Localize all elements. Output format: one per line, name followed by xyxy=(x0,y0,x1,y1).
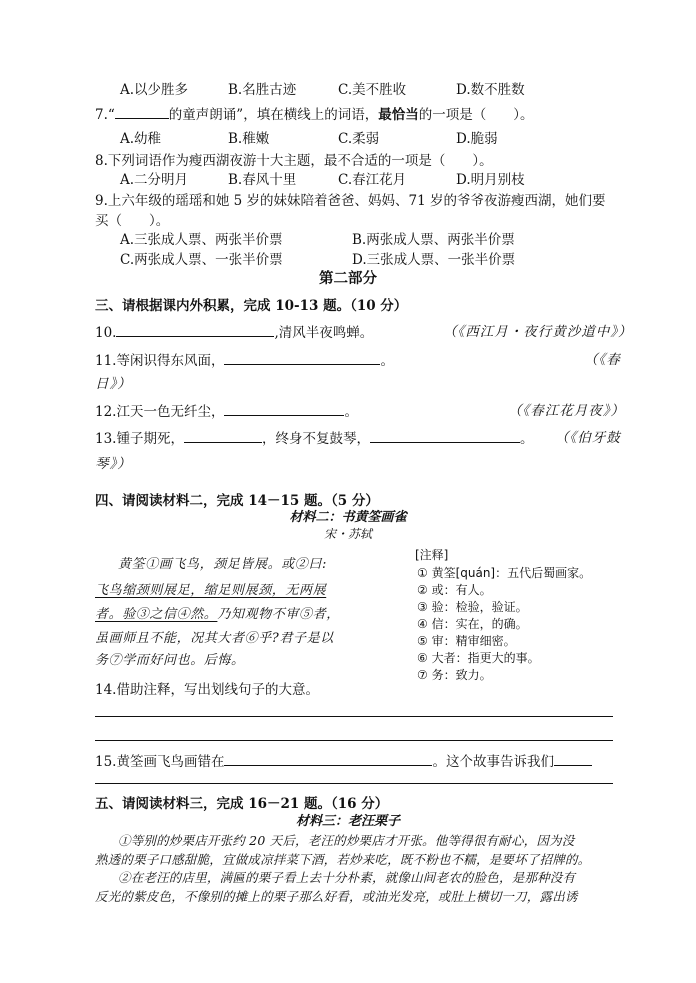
q12-blank[interactable] xyxy=(224,401,344,416)
q7-emphasis: 最恰当 xyxy=(378,107,419,123)
q15-answer-line[interactable] xyxy=(95,783,613,784)
q13-end: 。 xyxy=(519,431,534,447)
q7-suffix: 的一项是（ ）。 xyxy=(418,107,534,123)
q11-source-b: 日》） xyxy=(95,376,132,392)
section-5-heading: 五、请阅读材料三，完成 16－21 题。（16 分） xyxy=(95,796,389,812)
q11-source-a: （《春 xyxy=(584,352,621,368)
q14-answer-line-2[interactable] xyxy=(95,740,613,741)
q12-source: （《春江花月夜》） xyxy=(508,403,625,419)
note-5: ⑤ 审：精审细密。 xyxy=(417,634,516,648)
q12-number: 12. xyxy=(95,404,117,420)
paragraph-line-3: ②在老汪的店里，满匾的栗子看上去十分朴素，就像山间老农的脸色，是那种没有 xyxy=(118,870,576,885)
q7-option-b: B.稚嫩 xyxy=(228,131,270,147)
q15-text-1: 15.黄筌画飞鸟画错在 xyxy=(95,754,225,770)
paragraph-line-2: 熟透的栗子口感甜脆，宜做成凉拌菜下酒，若炒来吃，既不粉也不糯，是要坏了招牌的。 xyxy=(95,852,591,867)
q9-option-b: B.两张成人票、两张半价票 xyxy=(352,232,515,248)
q13-source-a: （《伯牙鼓 xyxy=(555,430,621,446)
question-9-line-1: 9.上六年级的瑶瑶和她 5 岁的妹妹陪着爸爸、妈妈、71 岁的爷爷夜游瘦西湖，她们要 xyxy=(95,193,606,209)
q7-option-d: D.脆弱 xyxy=(456,131,498,147)
q11-blank[interactable] xyxy=(224,350,380,365)
q7-prefix: 7.“ xyxy=(95,107,115,123)
q12-end: 。 xyxy=(344,404,358,420)
q6-option-a: A.以少胜多 xyxy=(120,82,189,98)
question-8: 8.下列词语作为瘦西湖夜游十大主题，最不合适的一项是（ ）。 xyxy=(95,153,493,169)
q6-option-b: B.名胜古迹 xyxy=(228,82,297,98)
question-12 xyxy=(95,401,358,422)
q15-blank-2[interactable] xyxy=(554,751,592,766)
question-14: 14.借助注释，写出划线句子的大意。 xyxy=(95,682,319,698)
note-2: ② 或：有人。 xyxy=(417,583,492,597)
note-6: ⑥ 大者：指更大的事。 xyxy=(417,651,540,665)
note-3: ③ 验：检验，验证。 xyxy=(417,600,528,614)
classical-line-1: 黄筌①画飞鸟，颈足皆展。或②曰: xyxy=(118,557,327,572)
q10-source: （《西江月・夜行黄沙道中》） xyxy=(443,324,633,340)
q15-blank-1[interactable] xyxy=(224,751,432,766)
q8-option-d: D.明月别枝 xyxy=(456,172,525,188)
notes-header: [注释] xyxy=(415,548,449,562)
note-1: ① 黄筌[quán]：五代后蜀画家。 xyxy=(417,566,592,580)
q7-option-c: C.柔弱 xyxy=(338,131,380,147)
q7-text: 的童声朗诵”，填在横线上的词语， xyxy=(168,107,379,123)
q9-option-a: A.三张成人票、两张半价票 xyxy=(120,232,283,248)
q13-text-2: ，终身不复鼓琴， xyxy=(261,431,370,447)
q10-blank[interactable] xyxy=(116,322,274,337)
underlined-sentence-1: 飞鸟缩颈则展足，缩足则展颈，无两展 xyxy=(95,583,327,598)
paragraph-line-4: 反光的紫皮色，不像别的摊上的栗子那么好看，或油光发亮，或肚上横切一刀，露出诱 xyxy=(95,889,578,904)
q13-number: 13. xyxy=(95,431,117,447)
q6-option-d: D.数不胜数 xyxy=(456,82,525,98)
q8-option-b: B.春风十里 xyxy=(228,172,297,188)
classical-line-2 xyxy=(95,581,326,601)
question-15 xyxy=(95,751,592,772)
question-7 xyxy=(95,104,533,125)
paragraph-line-1: ①等别的炒栗店开张约 20 天后，老汪的炒栗店才开张。他等得很有耐心，因为没 xyxy=(118,833,575,848)
underlined-sentence-2: 者。验③之信④然。 xyxy=(95,607,218,622)
q7-blank xyxy=(115,104,169,119)
q11-number: 11. xyxy=(95,353,117,369)
question-11 xyxy=(95,350,394,371)
q7-option-a: A.幼稚 xyxy=(120,131,162,147)
part-2-title: 第二部分 xyxy=(319,270,377,287)
classical-line-3 xyxy=(95,605,340,625)
q13-blank-2[interactable] xyxy=(370,428,520,443)
q13-text-1: 锺子期死， xyxy=(116,431,184,447)
section-3-heading: 三、请根据课内外积累，完成 10-13 题。（10 分） xyxy=(95,298,408,314)
q9-option-d: D.三张成人票、一张半价票 xyxy=(352,252,516,268)
q13-source-b: 琴》） xyxy=(95,456,132,472)
q14-answer-line-1[interactable] xyxy=(95,716,613,717)
q15-text-2: 。这个故事告诉我们 xyxy=(432,754,554,770)
classical-line-5: 务⑦学而好问也。后悔。 xyxy=(95,653,245,668)
material-2-author: 宋・苏轼 xyxy=(323,527,372,541)
section-4-heading: 四、请阅读材料二，完成 14－15 题。（5 分） xyxy=(95,493,379,509)
classical-line-4: 虽画师且不能，况其大者⑥乎?君子是以 xyxy=(95,631,334,646)
note-4: ④ 信：实在，的确。 xyxy=(417,617,528,631)
q11-end: 。 xyxy=(380,353,394,369)
question-9-line-2: 买（ ）。 xyxy=(95,213,170,229)
question-10 xyxy=(95,322,373,343)
classical-line-3-rest: 乃知观物不审⑤者， xyxy=(217,607,340,622)
q9-option-c: C.两张成人票、一张半价票 xyxy=(120,252,283,268)
q10-number: 10. xyxy=(95,325,117,341)
q10-text: ,清风半夜鸣蝉。 xyxy=(274,325,374,341)
q8-option-a: A.二分明月 xyxy=(120,172,189,188)
q13-blank-1[interactable] xyxy=(184,428,262,443)
material-2-title: 材料二：书黄筌画雀 xyxy=(289,510,407,525)
q6-option-c: C.美不胜收 xyxy=(338,82,407,98)
q11-text: 等闲识得东风面， xyxy=(116,353,225,369)
question-13 xyxy=(95,428,533,449)
note-7: ⑦ 务：致力。 xyxy=(417,668,492,682)
q12-text: 江天一色无纤尘， xyxy=(116,404,225,420)
material-3-title: 材料三：老汪栗子 xyxy=(295,814,400,829)
q8-option-c: C.春江花月 xyxy=(338,172,407,188)
